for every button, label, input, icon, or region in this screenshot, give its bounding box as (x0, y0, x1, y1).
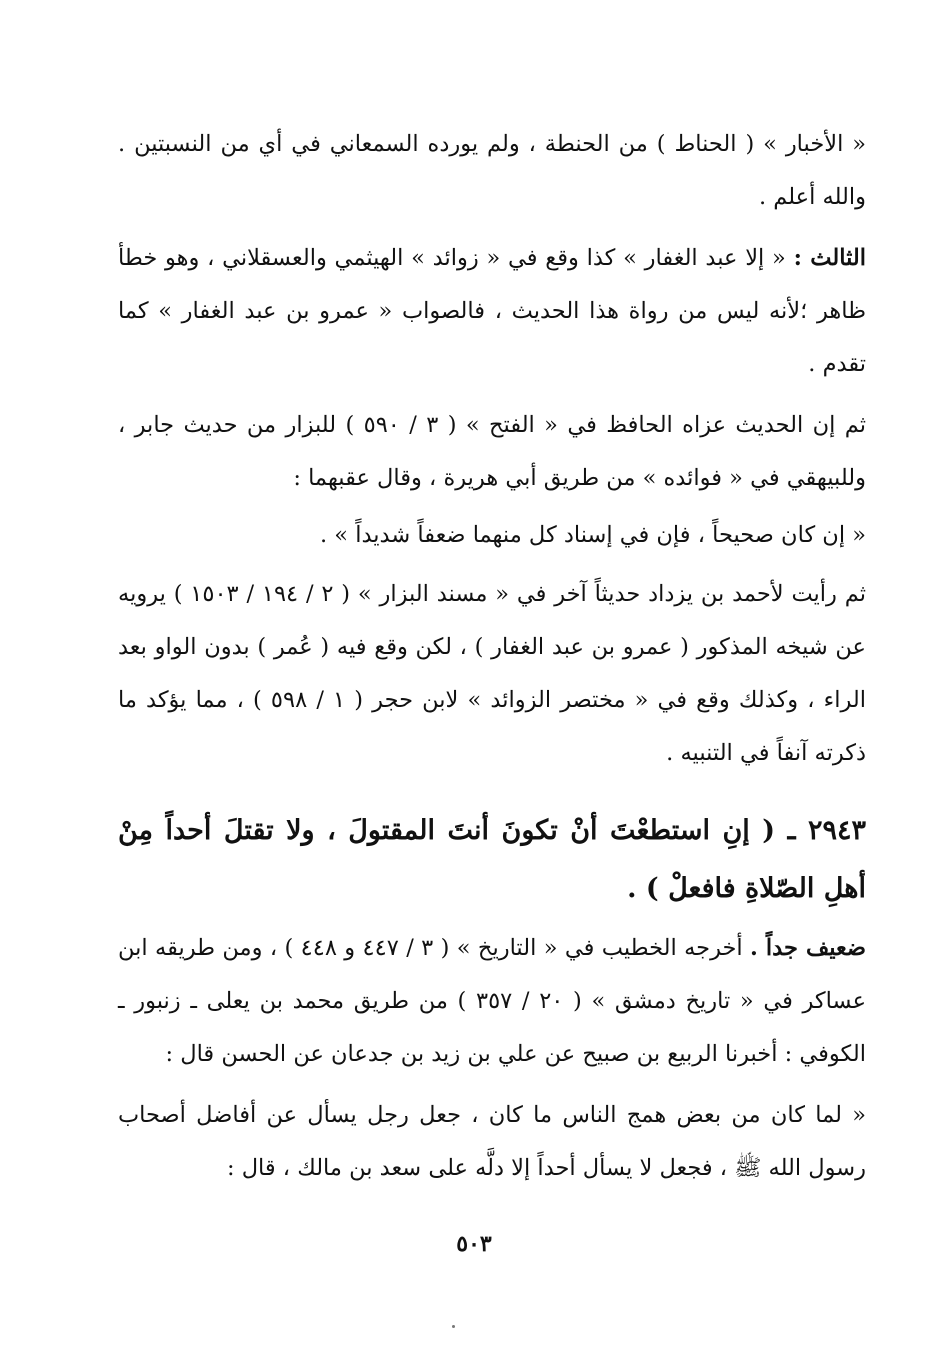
paragraph-4-quote: « إن كان صحيحاً ، فإن في إسناد كل منهما ضعفاً شديداً » . (319, 522, 866, 548)
page-number: ٥٠٣ (456, 1231, 492, 1257)
paragraph-2-lead: الثالث : (793, 245, 867, 271)
page-dot-mark (452, 1325, 455, 1328)
hadith-heading: ٢٩٤٣ ـ ( إنِ استطعْتَ أنْ تكونَ أنتَ المقتولَ ، ولا تقتلَ أحداً مِنْ أهلِ الصّلاةِ فافعلْ ) . (118, 815, 866, 904)
paragraph-6 (118, 922, 866, 1081)
paragraph-5: ثم رأيت لأحمد بن يزداد حديثاً آخر في « مسند البزار » ( ٢ / ١٩٤ / ١٥٠٣ ) يرويه عن شيخه المذكور ( عمرو بن عبد الغفار ) ، لكن وقع فيه ( عُمر ) بدون الواو بعد الراء ، وكذلك وقع في « مختصر الزوائد » لابن حجر ( ١ / ٥٩٨ ) ، مما يؤكد ما ذكرته آنفاً في التنبيه . (118, 581, 866, 766)
paragraph-6-lead: ضعيف جداً . (750, 935, 866, 961)
page-body (118, 118, 866, 1199)
paragraph-1: « الأخبار » ( الحناط ) من الحنطة ، ولم يورده السمعاني في أي من النسبتين . والله أعلم . (118, 131, 866, 210)
paragraph-2 (118, 232, 866, 391)
paragraph-6-text: أخرجه الخطيب في « التاريخ » ( ٣ / ٤٤٧ و ٤٤٨ ) ، ومن طريقه ابن عساكر في « تاريخ دمشق » ( ٢٠ / ٣٥٧ ) من طريق محمد بن يعلى ـ زنبور ـ الكوفي : أخبرنا الربيع بن صبيح عن علي بن زيد بن جدعان عن الحسن قال : (118, 935, 866, 1067)
paragraph-3: ثم إن الحديث عزاه الحافظ في « الفتح » ( ٣ / ٥٩٠ ) للبزار من حديث جابر ، وللبيهقي في « فوائده » من طريق أبي هريرة ، وقال عقبهما : (118, 412, 866, 491)
paragraph-7: « لما كان من بعض همج الناس ما كان ، جعل رجل يسأل عن أفاضل أصحاب رسول الله ﷺ ، فجعل لا يسأل أحداً إلا دلَّه على سعد بن مالك ، قال : (118, 1102, 866, 1181)
paragraph-2-text: « إلا عبد الغفار » كذا وقع في « زوائد » الهيثمي والعسقلاني ، وهو خطأ ظاهر ؛لأنه ليس من رواة هذا الحديث ، فالصواب « عمرو بن عبد الغفار » كما تقدم . (118, 245, 866, 377)
